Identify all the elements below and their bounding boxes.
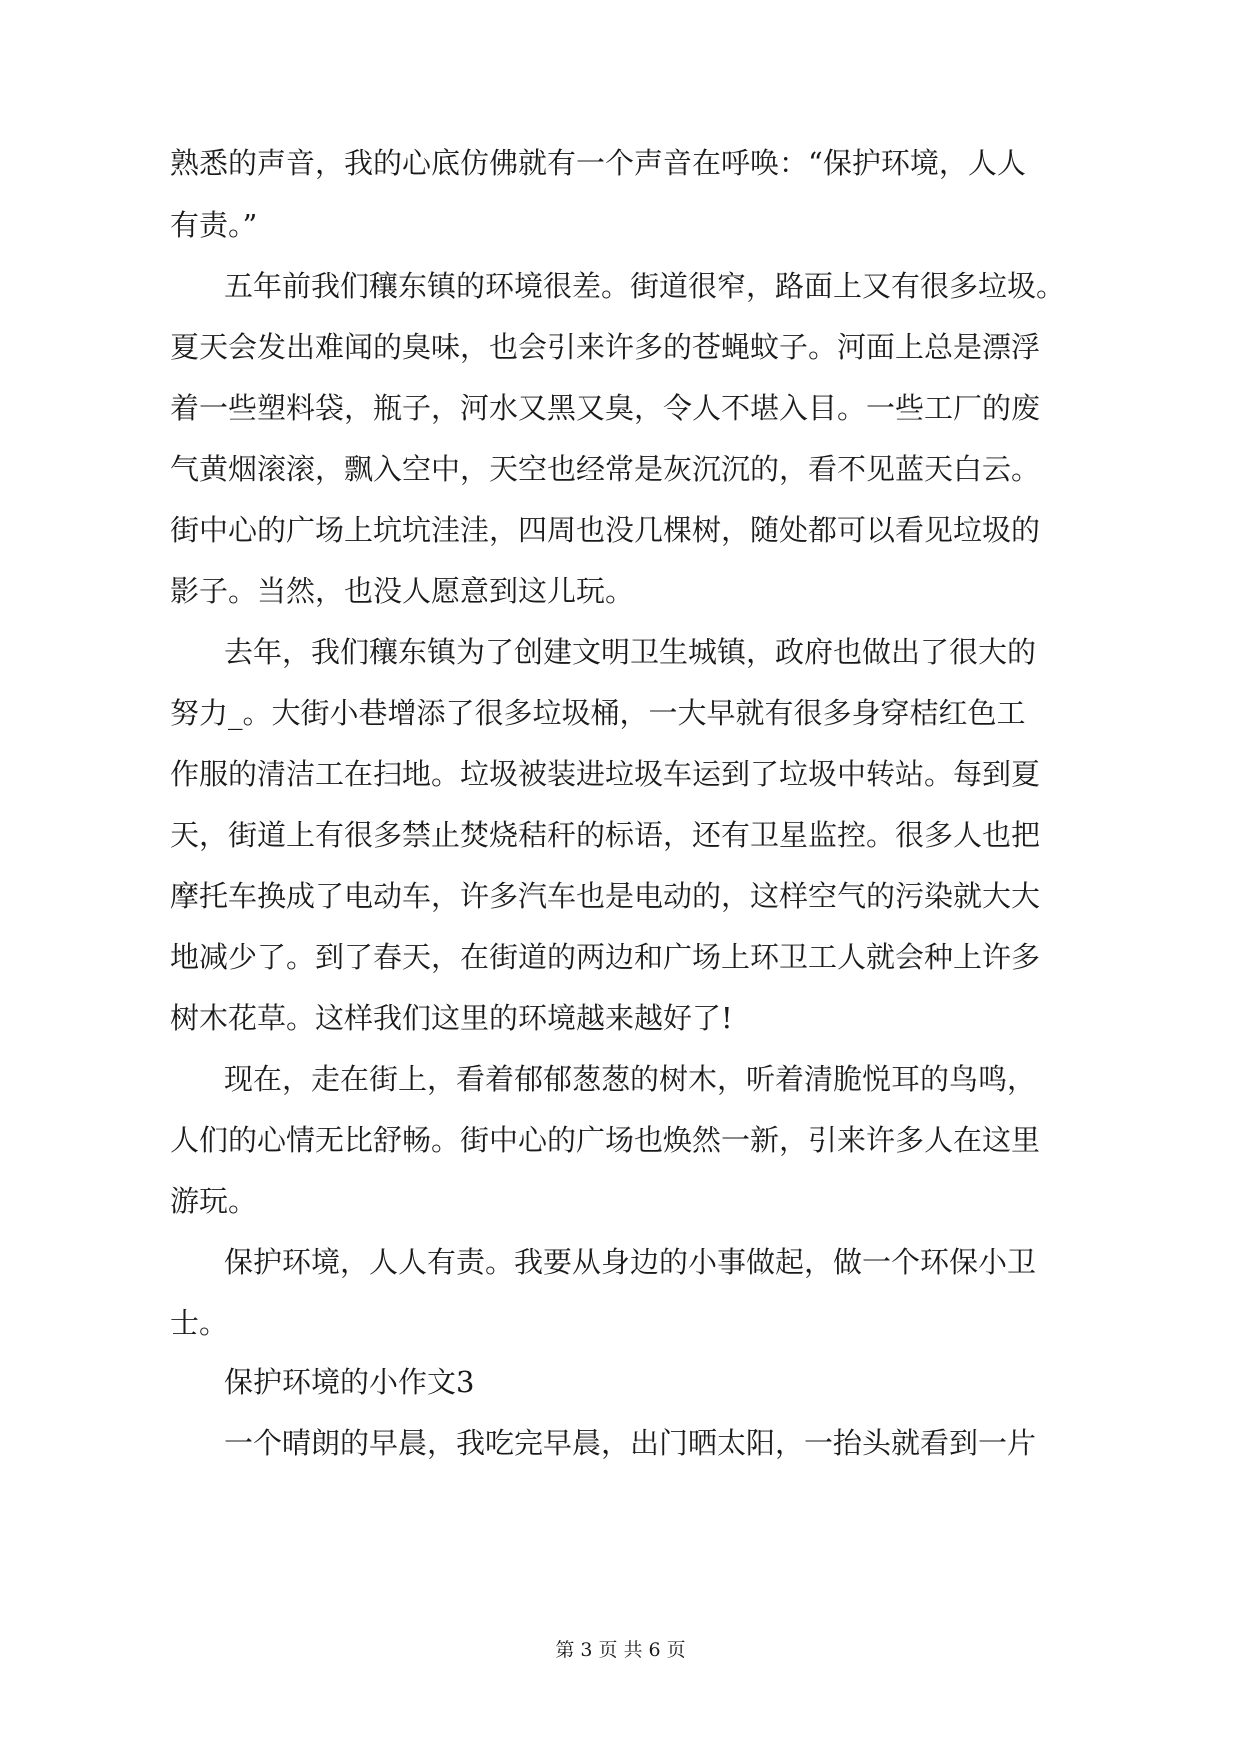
paragraph-3-line-7: 树木花草。这样我们这里的环境越来越好了! xyxy=(170,1001,733,1035)
paragraph-3-line-2: 努力_。大街小巷增添了很多垃圾桶，一大早就有很多身穿桔红色工 xyxy=(170,696,1026,730)
page-number-footer: 第 3 页 共 6 页 xyxy=(555,1639,686,1661)
paragraph-2-line-2: 夏天会发出难闻的臭味，也会引来许多的苍蝇蚊子。河面上总是漂浮 xyxy=(170,330,1041,364)
paragraph-4-line-2: 人们的心情无比舒畅。街中心的广场也焕然一新，引来许多人在这里 xyxy=(170,1123,1041,1157)
paragraph-6-line-1: 一个晴朗的早晨，我吃完早晨，出门晒太阳，一抬头就看到一片 xyxy=(224,1426,1037,1460)
paragraph-3-line-4: 天，街道上有很多禁止焚烧秸秆的标语，还有卫星监控。很多人也把 xyxy=(170,818,1041,852)
paragraph-2-line-6: 影子。当然，也没人愿意到这儿玩。 xyxy=(170,574,635,608)
paragraph-2-line-1: 五年前我们穰东镇的环境很差。街道很窄，路面上又有很多垃圾。 xyxy=(224,269,1066,303)
paragraph-3-line-1: 去年，我们穰东镇为了创建文明卫生城镇，政府也做出了很大的 xyxy=(224,635,1037,669)
paragraph-2-line-4: 气黄烟滚滚，飘入空中，天空也经常是灰沉沉的，看不见蓝天白云。 xyxy=(170,452,1041,486)
paragraph-4-line-1: 现在，走在街上，看着郁郁葱葱的树木，听着清脆悦耳的鸟鸣， xyxy=(224,1062,1037,1096)
paragraph-1-line-2: 有责。” xyxy=(170,208,258,242)
paragraph-2-line-3: 着一些塑料袋，瓶子，河水又黑又臭，令人不堪入目。一些工厂的废 xyxy=(170,391,1041,425)
paragraph-3-line-5: 摩托车换成了电动车，许多汽车也是电动的，这样空气的污染就大大 xyxy=(170,879,1041,913)
paragraph-3-line-6: 地减少了。到了春天，在街道的两边和广场上环卫工人就会种上许多 xyxy=(170,940,1041,974)
paragraph-1-line-1: 熟悉的声音，我的心底仿佛就有一个声音在呼唤：“保护环境，人人 xyxy=(170,146,1026,180)
paragraph-5-line-2: 士。 xyxy=(170,1306,229,1340)
paragraph-5-line-1: 保护环境，人人有责。我要从身边的小事做起，做一个环保小卫 xyxy=(224,1245,1037,1279)
paragraph-4-line-3: 游玩。 xyxy=(170,1184,258,1218)
paragraph-2-line-5: 街中心的广场上坑坑洼洼，四周也没几棵树，随处都可以看见垃圾的 xyxy=(170,513,1041,547)
section-title: 保护环境的小作文3 xyxy=(224,1365,475,1399)
paragraph-3-line-3: 作服的清洁工在扫地。垃圾被装进垃圾车运到了垃圾中转站。每到夏 xyxy=(170,757,1041,791)
